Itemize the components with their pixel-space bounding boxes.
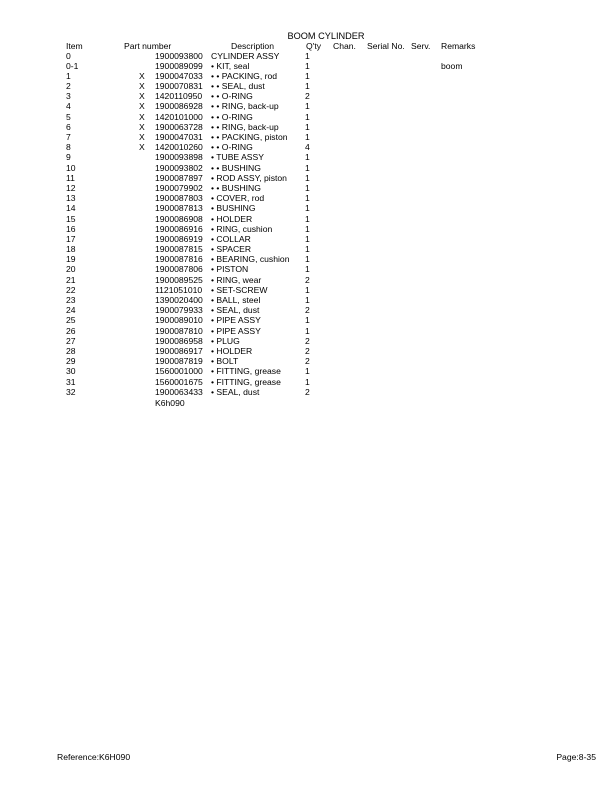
table-row	[0, 132, 612, 142]
quantity: 1	[305, 223, 310, 234]
part-number: 1560001675	[155, 376, 203, 387]
kit-marker: X	[139, 91, 145, 102]
description: • ROD ASSY, piston	[211, 172, 287, 183]
table-row	[0, 81, 612, 91]
quantity: 1	[305, 111, 310, 122]
table-row	[0, 244, 612, 254]
kit-marker: X	[139, 81, 145, 92]
quantity: 1	[305, 172, 310, 183]
part-number: 1900087813	[155, 203, 203, 214]
quantity: 2	[305, 356, 310, 367]
table-row	[0, 346, 612, 356]
part-number: 1900079902	[155, 182, 203, 193]
item-number: 12	[66, 182, 76, 193]
table-row	[0, 224, 612, 234]
quantity: 2	[305, 91, 310, 102]
part-number: 1900093800	[155, 50, 203, 61]
item-number: 29	[66, 356, 76, 367]
quantity: 1	[305, 182, 310, 193]
kit-marker: X	[139, 132, 145, 142]
item-number: 7	[66, 132, 71, 142]
quantity: 1	[305, 193, 310, 204]
table-row	[0, 295, 612, 305]
table-row	[0, 315, 612, 325]
part-number: 1900086928	[155, 101, 203, 112]
quantity: 4	[305, 142, 310, 153]
item-number: 22	[66, 284, 76, 295]
table-row	[0, 234, 612, 244]
header-item: Item	[66, 41, 83, 51]
item-number: 26	[66, 325, 76, 336]
header-serv: Serv.	[411, 41, 431, 51]
part-number: 1900087815	[155, 244, 203, 255]
item-number: 20	[66, 264, 76, 275]
item-number: 3	[66, 91, 71, 102]
quantity: 1	[305, 152, 310, 163]
part-number: 1900087897	[155, 172, 203, 183]
part-number: 1390020400	[155, 295, 203, 305]
quantity: 1	[305, 70, 310, 81]
part-number: 1900063433	[155, 386, 203, 397]
item-number: 4	[66, 101, 71, 112]
description: • • PACKING, rod	[211, 70, 278, 81]
table-row	[0, 51, 612, 61]
quantity: 1	[305, 132, 310, 142]
description: • BUSHING	[211, 203, 256, 214]
description: • PIPE ASSY	[211, 325, 261, 336]
item-number: 5	[66, 111, 71, 122]
part-number: 1420110950	[155, 91, 203, 102]
table-row	[0, 326, 612, 336]
quantity: 1	[305, 376, 310, 387]
table-row	[0, 142, 612, 152]
item-number: 15	[66, 213, 76, 224]
item-number: 19	[66, 254, 76, 265]
part-number: 1900086908	[155, 213, 203, 224]
header-qty: Q'ty	[306, 41, 322, 51]
part-number: 1900089525	[155, 274, 203, 285]
part-number: 1900047031	[155, 132, 203, 142]
description: • COLLAR	[211, 233, 251, 244]
quantity: 1	[305, 121, 310, 132]
table-row	[0, 275, 612, 285]
parts-table	[0, 51, 612, 397]
description: • SET-SCREW	[211, 284, 268, 295]
quantity: 1	[305, 233, 310, 244]
table-row	[0, 305, 612, 315]
description: • PISTON	[211, 264, 249, 275]
quantity: 1	[305, 264, 310, 275]
quantity: 1	[305, 203, 310, 214]
description: • • PACKING, piston	[211, 132, 288, 142]
description: • FITTING, grease	[211, 376, 281, 387]
table-row	[0, 254, 612, 264]
description: • BEARING, cushion	[211, 254, 290, 265]
header-remarks: Remarks	[441, 41, 476, 51]
part-number: 1900079933	[155, 305, 203, 316]
table-row	[0, 193, 612, 203]
remarks: boom	[441, 60, 463, 71]
quantity: 1	[305, 101, 310, 112]
kit-marker: X	[139, 101, 145, 112]
table-row	[0, 71, 612, 81]
table-row	[0, 214, 612, 224]
quantity: 2	[305, 386, 310, 397]
item-number: 11	[66, 172, 75, 183]
table-row	[0, 377, 612, 387]
part-number: 1900087803	[155, 193, 203, 204]
header-description: Description	[231, 41, 274, 51]
quantity: 2	[305, 345, 310, 356]
part-number: 1900089010	[155, 315, 203, 326]
quantity: 1	[305, 213, 310, 224]
kit-marker: X	[139, 111, 145, 122]
item-number: 16	[66, 223, 76, 234]
item-number: 21	[66, 274, 76, 285]
item-number: 0	[66, 50, 71, 61]
item-number: 18	[66, 244, 76, 255]
description: • PIPE ASSY	[211, 315, 261, 326]
model-code: K6h090	[155, 397, 185, 408]
description: • COVER, rod	[211, 193, 265, 204]
footer-reference: Reference:K6H090	[57, 752, 131, 762]
item-number: 30	[66, 366, 76, 377]
description: • • O-RING	[211, 91, 253, 102]
part-number: 1900093898	[155, 152, 203, 163]
part-number: 1900086917	[155, 345, 203, 356]
part-number: 1900087816	[155, 254, 203, 265]
quantity: 2	[305, 274, 310, 285]
part-number: 1560001000	[155, 366, 203, 377]
description: • BALL, steel	[211, 295, 261, 305]
part-number: 1900087819	[155, 356, 203, 367]
item-number: 13	[66, 193, 76, 204]
table-row	[0, 61, 612, 71]
quantity: 1	[305, 284, 310, 295]
table-row	[0, 152, 612, 162]
description: • PLUG	[211, 335, 240, 346]
table-row	[0, 366, 612, 376]
quantity: 1	[305, 50, 310, 61]
description: • SEAL, dust	[211, 386, 260, 397]
description: • SEAL, dust	[211, 305, 260, 316]
table-row	[0, 112, 612, 122]
description: • TUBE ASSY	[211, 152, 265, 163]
item-number: 8	[66, 142, 71, 153]
description: • • BUSHING	[211, 162, 261, 173]
quantity: 1	[305, 315, 310, 326]
item-number: 9	[66, 152, 71, 163]
quantity: 2	[305, 335, 310, 346]
item-number: 27	[66, 335, 76, 346]
description: • • SEAL, dust	[211, 81, 265, 92]
item-number: 6	[66, 121, 71, 132]
quantity: 1	[305, 295, 310, 305]
item-number: 17	[66, 233, 76, 244]
header-serial-no: Serial No.	[367, 41, 405, 51]
description: • • O-RING	[211, 142, 253, 153]
item-number: 25	[66, 315, 76, 326]
description: • • RING, back-up	[211, 101, 279, 112]
part-number: 1900087810	[155, 325, 203, 336]
part-number: 1900089099	[155, 60, 203, 71]
item-number: 14	[66, 203, 76, 214]
table-row	[0, 173, 612, 183]
quantity: 1	[305, 162, 310, 173]
quantity: 1	[305, 60, 310, 71]
kit-marker: X	[139, 70, 145, 81]
item-number: 1	[66, 70, 71, 81]
part-number: 1900047033	[155, 70, 203, 81]
quantity: 1	[305, 254, 310, 265]
table-row	[0, 183, 612, 193]
footer-page-number: Page:8-35	[556, 752, 596, 762]
description: • SPACER	[211, 244, 252, 255]
item-number: 32	[66, 386, 76, 397]
header-chan: Chan.	[333, 41, 356, 51]
description: • • O-RING	[211, 111, 253, 122]
item-number: 31	[66, 376, 76, 387]
item-number: 23	[66, 295, 76, 305]
part-number: 1900070831	[155, 81, 203, 92]
table-row	[0, 203, 612, 213]
table-row	[0, 387, 612, 397]
quantity: 1	[305, 366, 310, 377]
table-row	[0, 163, 612, 173]
part-number: 1900086919	[155, 233, 203, 244]
description: • • RING, back-up	[211, 121, 279, 132]
part-number: 1121051010	[155, 284, 203, 295]
table-row	[0, 356, 612, 366]
description: CYLINDER ASSY	[211, 50, 280, 61]
description: • • BUSHING	[211, 182, 261, 193]
item-number: 2	[66, 81, 71, 92]
kit-marker: X	[139, 121, 145, 132]
part-number: 1420010260	[155, 142, 203, 153]
part-number: 1900063728	[155, 121, 203, 132]
table-row	[0, 122, 612, 132]
page-title: BOOM CYLINDER	[287, 31, 365, 41]
part-number: 1900093802	[155, 162, 203, 173]
quantity: 1	[305, 244, 310, 255]
header-part-number: Part number	[124, 41, 172, 51]
table-row	[0, 264, 612, 274]
description: • RING, cushion	[211, 223, 273, 234]
part-number: 1900087806	[155, 264, 203, 275]
table-row	[0, 285, 612, 295]
item-number: 28	[66, 345, 76, 356]
part-number: 1420101000	[155, 111, 203, 122]
description: • BOLT	[211, 356, 239, 367]
item-number: 24	[66, 305, 76, 316]
table-row	[0, 91, 612, 101]
description: • RING, wear	[211, 274, 262, 285]
item-number: 10	[66, 162, 76, 173]
part-number: 1900086916	[155, 223, 203, 234]
table-row	[0, 101, 612, 111]
quantity: 1	[305, 325, 310, 336]
item-number: 0-1	[66, 60, 79, 71]
description: • HOLDER	[211, 213, 253, 224]
table-row	[0, 336, 612, 346]
description: • FITTING, grease	[211, 366, 281, 377]
description: • KIT, seal	[211, 60, 250, 71]
kit-marker: X	[139, 142, 145, 153]
quantity: 1	[305, 81, 310, 92]
description: • HOLDER	[211, 345, 253, 356]
part-number: 1900086958	[155, 335, 203, 346]
quantity: 2	[305, 305, 310, 316]
